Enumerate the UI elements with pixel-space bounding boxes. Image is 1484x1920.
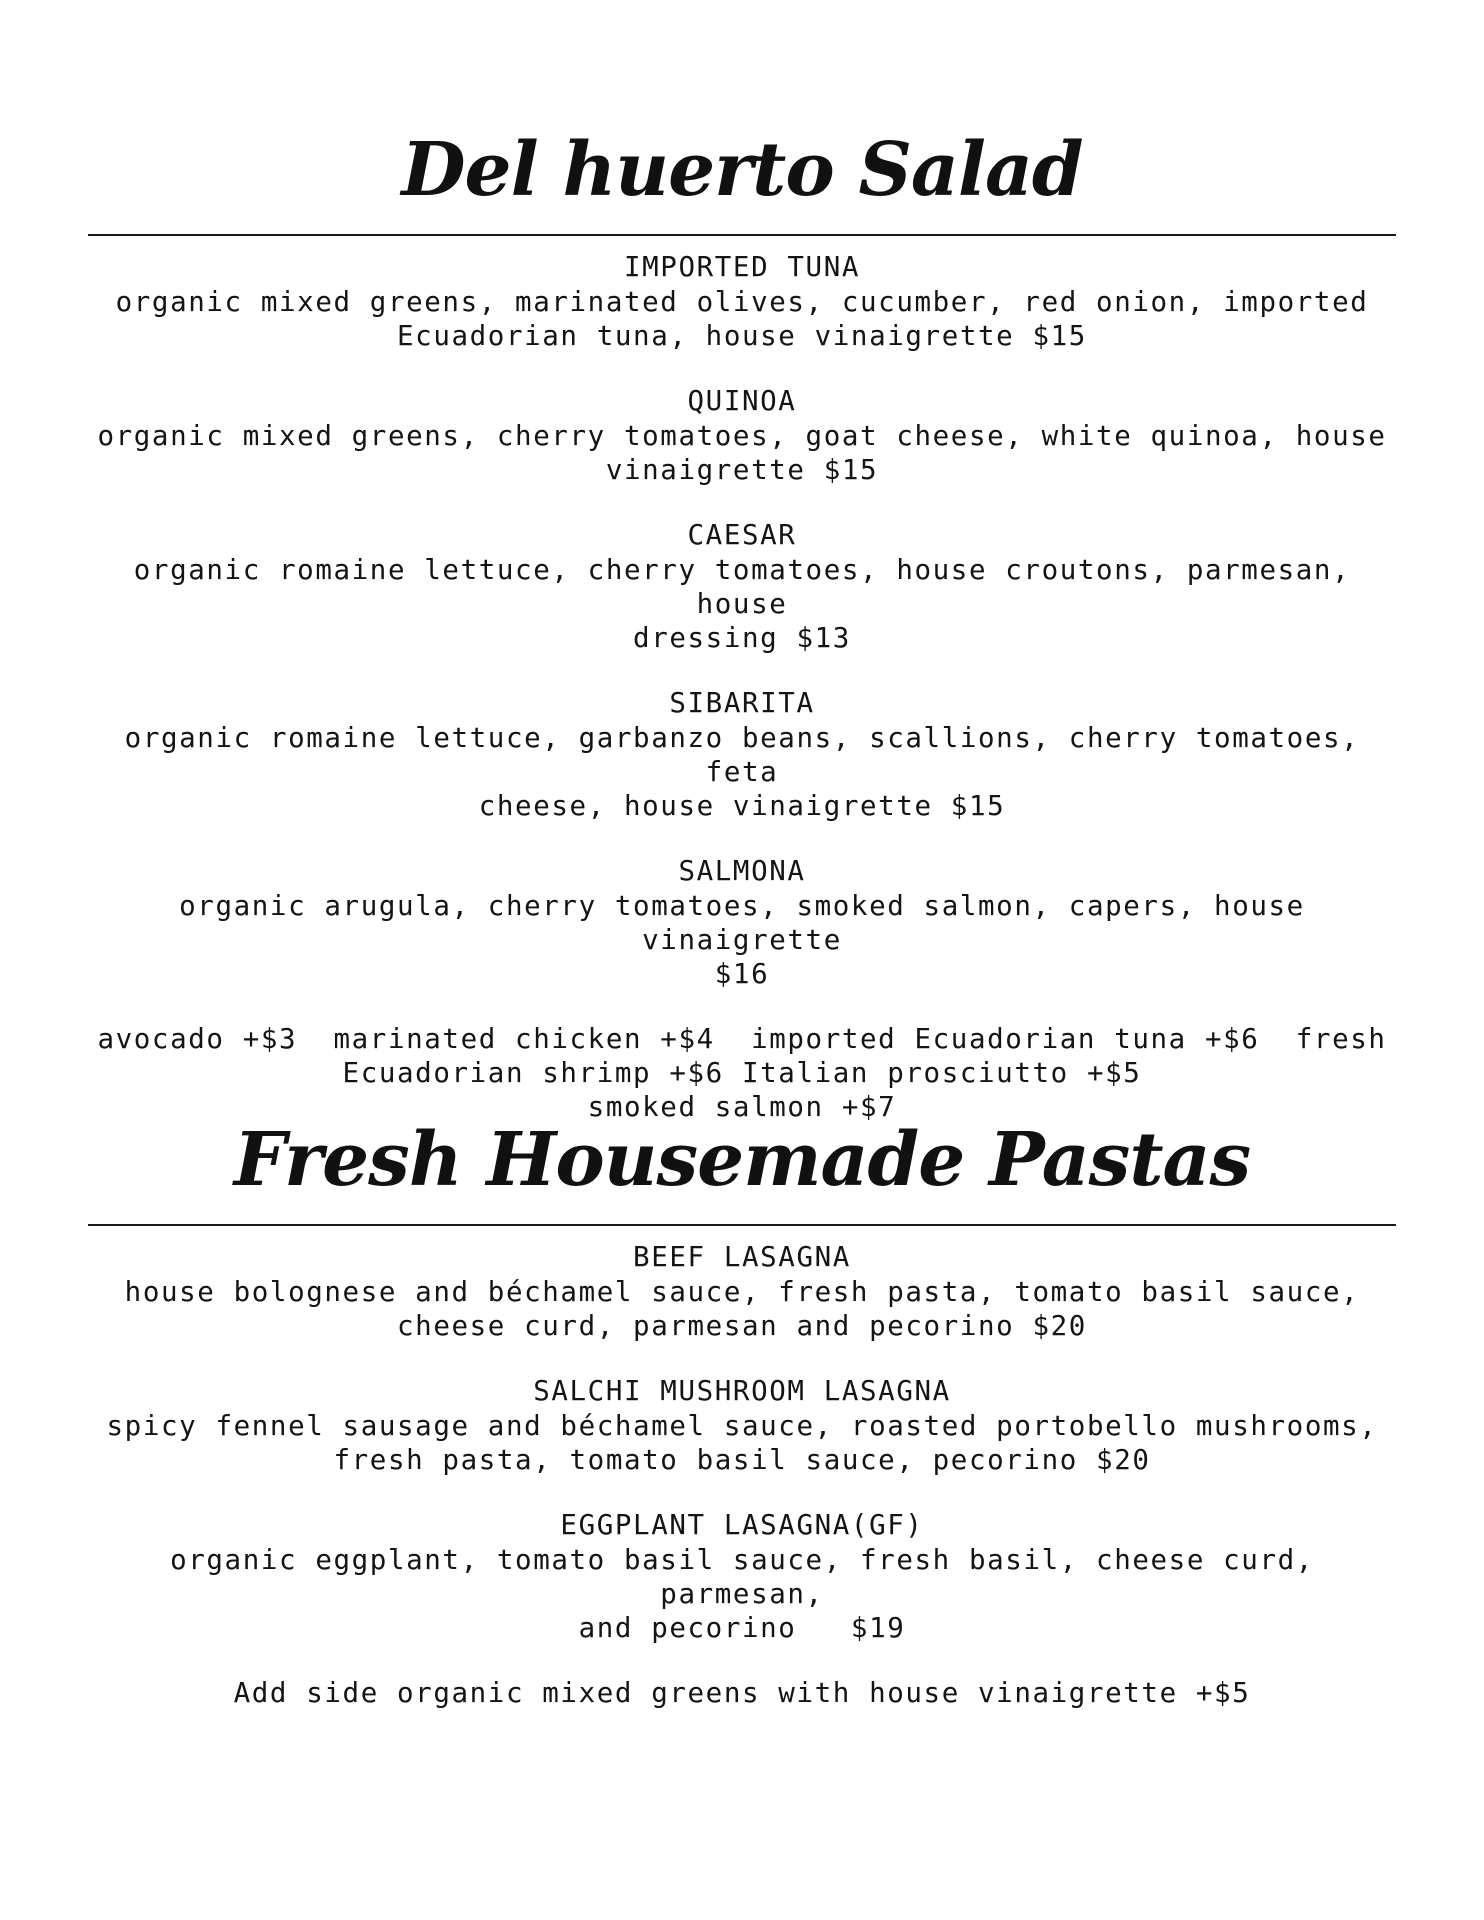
item-description: dressing $13 [633,622,851,654]
salad-items [88,250,1396,1124]
pasta-items [88,1240,1396,1710]
menu-item [88,384,1396,487]
item-description: and pecorino $19 [578,1612,906,1644]
pasta-section [88,1108,1396,1710]
menu-item [88,1374,1396,1477]
item-name: IMPORTED TUNA [623,251,861,283]
pasta-side-note: Add side organic mixed greens with house vinaigrette +$5 [233,1677,1251,1709]
addons-line: avocado +$3 marinated chicken +$4 imported Ecuadorian tuna +$6 fresh [97,1023,1387,1055]
item-description: cheese curd, parmesan and pecorino $20 [397,1310,1087,1342]
pasta-divider [88,1224,1396,1226]
item-name: SALCHI MUSHROOM LASAGNA [533,1375,951,1407]
item-description: organic romaine lettuce, cherry tomatoes, house croutons, parmesan, house [133,554,1369,620]
salad-section [88,118,1396,1124]
item-name: QUINOA [687,385,797,417]
item-description: organic mixed greens, marinated olives, cucumber, red onion, imported [115,286,1369,318]
item-description: organic mixed greens, cherry tomatoes, goat cheese, white quinoa, house [97,420,1387,452]
addons-line: smoked salmon +$7 [587,1091,897,1123]
menu-item [88,1508,1396,1645]
item-description: fresh pasta, tomato basil sauce, pecorino $20 [333,1444,1151,1476]
menu-item [88,518,1396,655]
item-name: BEEF LASAGNA [633,1241,851,1273]
item-name: CAESAR [687,519,797,551]
item-name: SIBARITA [669,687,815,719]
pasta-section-title: Fresh Housemade Pastas [233,1117,1251,1203]
item-description: spicy fennel sausage and béchamel sauce, roasted portobello mushrooms, [106,1410,1378,1442]
menu-item [88,686,1396,823]
menu-item [88,250,1396,353]
item-description: cheese, house vinaigrette $15 [478,790,1006,822]
item-description: house bolognese and béchamel sauce, fresh pasta, tomato basil sauce, [124,1276,1360,1308]
item-description: $16 [714,958,770,990]
menu-item [88,1240,1396,1343]
salad-section-title: Del huerto Salad [401,127,1083,213]
item-description: Ecuadorian tuna, house vinaigrette $15 [397,320,1087,352]
item-description: organic arugula, cherry tomatoes, smoked salmon, capers, house vinaigrette [179,890,1324,956]
menu-item [88,854,1396,991]
item-name: EGGPLANT LASAGNA(GF) [560,1509,924,1541]
addons-line: Ecuadorian shrimp +$6 Italian prosciutto +$5 [342,1057,1142,1089]
salad-divider [88,234,1396,236]
item-description: organic eggplant, tomato basil sauce, fresh basil, cheese curd, parmesan, [170,1544,1333,1610]
item-description: vinaigrette $15 [605,454,879,486]
item-description: organic romaine lettuce, garbanzo beans, scallions, cherry tomatoes, feta [124,722,1378,788]
item-name: SALMONA [678,855,806,887]
